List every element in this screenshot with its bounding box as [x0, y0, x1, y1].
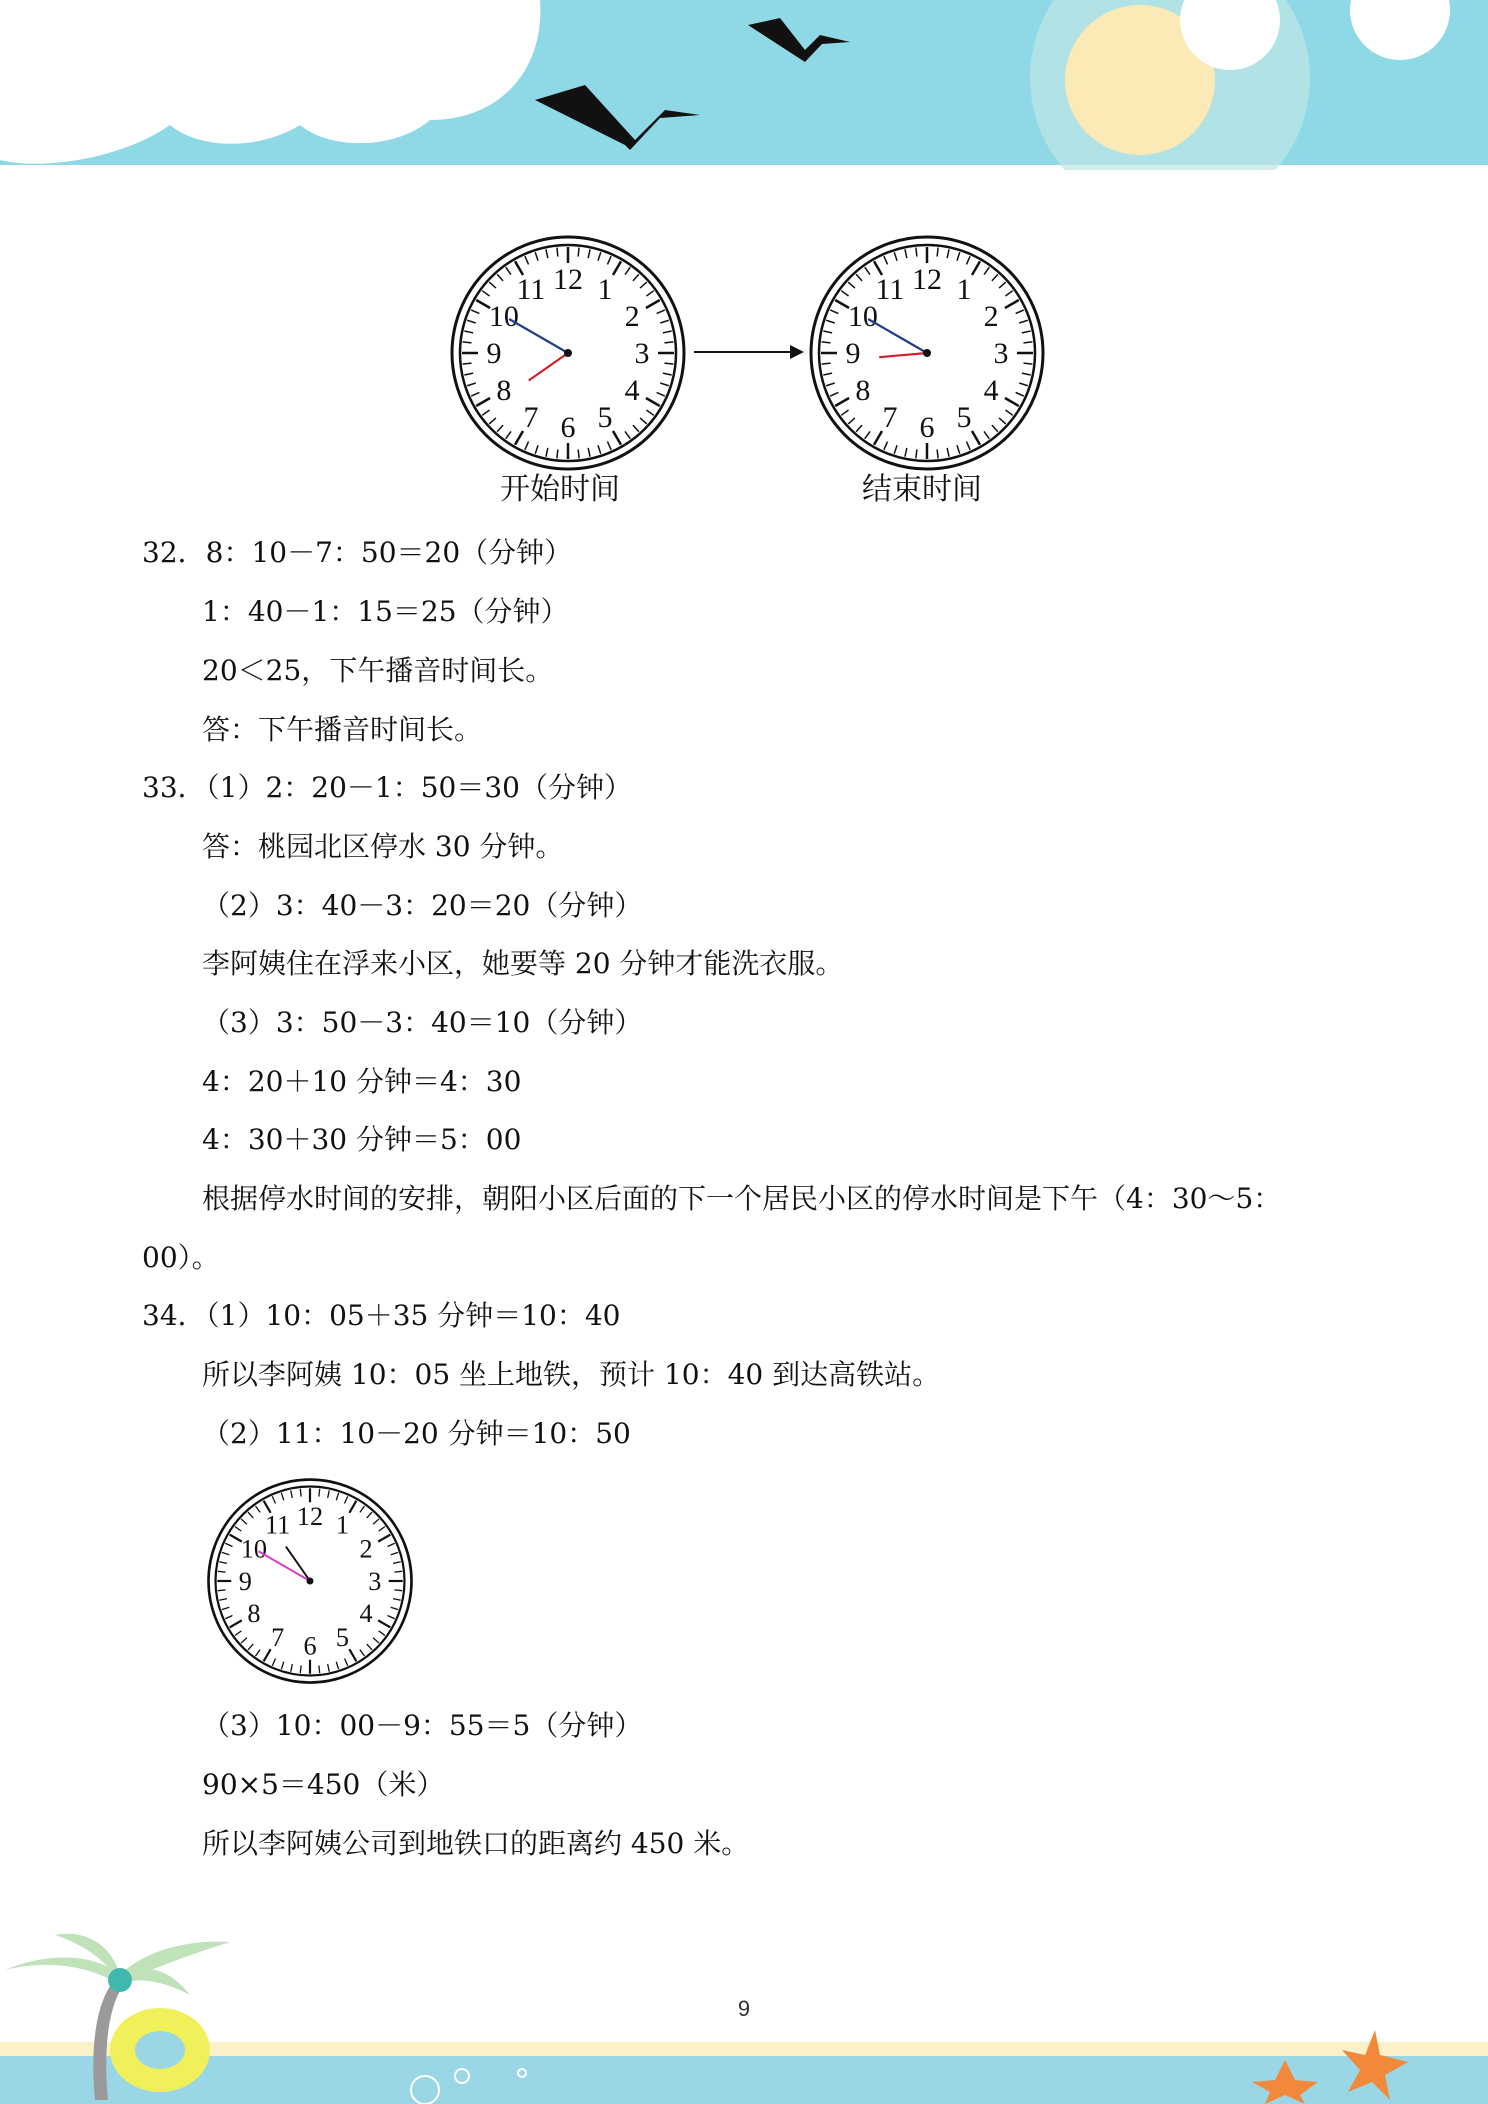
arrow-right-icon [690, 340, 810, 364]
q34-answer: 所以李阿姨公司到地铁口的距离约 450 米。 [202, 1827, 750, 1860]
clock-center [564, 349, 572, 357]
clock-center [307, 1578, 314, 1585]
clock-numeral: 10 [847, 300, 878, 333]
clock-numeral: 8 [496, 374, 512, 407]
clock-tick [916, 248, 917, 257]
clock-answer [205, 1476, 415, 1686]
q33-line: 李阿姨住在浮来小区，她要等 20 分钟才能洗衣服。 [202, 947, 844, 980]
clock-numeral: 11 [516, 272, 546, 306]
clock-tick [557, 449, 558, 458]
page-number: 9 [737, 1996, 751, 2021]
clock-numeral: 2 [359, 1534, 373, 1564]
clock-tick [394, 1571, 402, 1572]
clock-tick [578, 248, 579, 257]
clock-numeral: 5 [597, 401, 613, 435]
clock-tick [664, 363, 673, 364]
clock-numeral: 12 [553, 263, 583, 296]
clock-numeral: 1 [597, 272, 613, 306]
clock-numeral: 10 [488, 300, 519, 333]
sand-band [0, 2042, 1488, 2056]
clock-end-caption: 结束时间 [862, 472, 982, 507]
clock-numeral: 10 [240, 1534, 268, 1564]
clock-tick [394, 1590, 402, 1591]
q33-answer: 答：桃园北区停水 30 分钟。 [202, 830, 564, 863]
clock-tick [822, 363, 831, 364]
clock-numeral: 5 [335, 1622, 349, 1652]
clock-tick [218, 1571, 226, 1572]
clock-numeral: 5 [956, 401, 972, 435]
clock-numeral: 4 [983, 374, 999, 407]
q33-line: （2）3：40－3：20＝20（分钟） [202, 889, 643, 922]
clock-start [448, 233, 688, 473]
clock-tick [578, 449, 579, 458]
clock-tick [937, 449, 938, 458]
clock-numeral: 4 [624, 374, 640, 407]
clock-numeral: 8 [855, 374, 871, 407]
clock-numeral: 4 [359, 1599, 373, 1629]
clock-tick [664, 342, 673, 343]
clock-numeral: 2 [983, 300, 999, 333]
q32-line: 1：40－1：15＝25（分钟） [202, 595, 569, 628]
q32-line: 20＜25，下午播音时间长。 [202, 654, 554, 687]
q33-line: 根据停水时间的安排，朝阳小区后面的下一个居民小区的停水时间是下午（4：30～5： [202, 1182, 1282, 1215]
clock-end [807, 233, 1047, 473]
clock-numeral: 2 [624, 300, 640, 333]
clock-numeral: 11 [264, 1510, 291, 1540]
q33-line: 00）。 [142, 1241, 220, 1274]
clock-numeral: 7 [523, 401, 539, 435]
clock-tick [300, 1489, 301, 1497]
clock-numeral: 6 [919, 411, 935, 444]
q33-line: 4：20＋10 分钟＝4：30 [202, 1065, 522, 1098]
clock-start-caption: 开始时间 [500, 472, 620, 507]
clock-numeral: 6 [560, 411, 576, 444]
clock-numeral: 3 [993, 337, 1009, 370]
clock-numeral: 9 [486, 337, 502, 370]
clock-numeral: 7 [271, 1622, 285, 1652]
clock-tick [319, 1665, 320, 1673]
clock-numeral: 12 [296, 1502, 324, 1531]
q33-line: （3）3：50－3：40＝10（分钟） [202, 1006, 643, 1039]
q34-line: （2）11：10－20 分钟＝10：50 [202, 1417, 631, 1450]
clock-numeral: 3 [634, 337, 650, 370]
clock-center [923, 349, 931, 357]
clock-tick [463, 363, 472, 364]
clock-tick [218, 1590, 226, 1591]
clock-numeral: 9 [238, 1566, 252, 1596]
clock-numeral: 9 [845, 337, 861, 370]
q34-line: （3）10：00－9：55＝5（分钟） [202, 1709, 643, 1742]
footer-decoration [0, 1900, 1488, 2104]
q32-answer: 答：下午播音时间长。 [202, 713, 483, 746]
clock-numeral: 3 [368, 1566, 382, 1596]
clock-tick [937, 248, 938, 257]
clock-numeral: 11 [875, 272, 905, 306]
clock-numeral: 6 [303, 1631, 317, 1661]
clock-tick [1023, 342, 1032, 343]
clock-tick [300, 1665, 301, 1673]
clock-tick [1023, 363, 1032, 364]
swim-ring-icon [110, 2008, 210, 2092]
q33-line: 4：30＋30 分钟＝5：00 [202, 1123, 522, 1156]
q32-line: 32．8：10－7：50＝20（分钟） [142, 536, 573, 569]
clock-tick [463, 342, 472, 343]
clock-numeral: 7 [882, 401, 898, 435]
clock-tick [319, 1489, 320, 1497]
clock-numeral: 1 [956, 272, 972, 306]
clock-tick [557, 248, 558, 257]
ocean-band [0, 2056, 1488, 2104]
header-decoration [0, 0, 1488, 170]
q34-line: 所以李阿姨 10：05 坐上地铁，预计 10：40 到达高铁站。 [202, 1358, 941, 1391]
q33-line: 33．（1）2：20－1：50＝30（分钟） [142, 771, 632, 804]
clock-tick [916, 449, 917, 458]
clock-numeral: 12 [912, 263, 942, 296]
q34-line: 90×5＝450（米） [202, 1768, 445, 1801]
clock-numeral: 1 [335, 1510, 349, 1540]
clock-numeral: 8 [247, 1599, 261, 1629]
q34-line: 34．（1）10：05＋35 分钟＝10：40 [142, 1299, 621, 1332]
clock-tick [822, 342, 831, 343]
